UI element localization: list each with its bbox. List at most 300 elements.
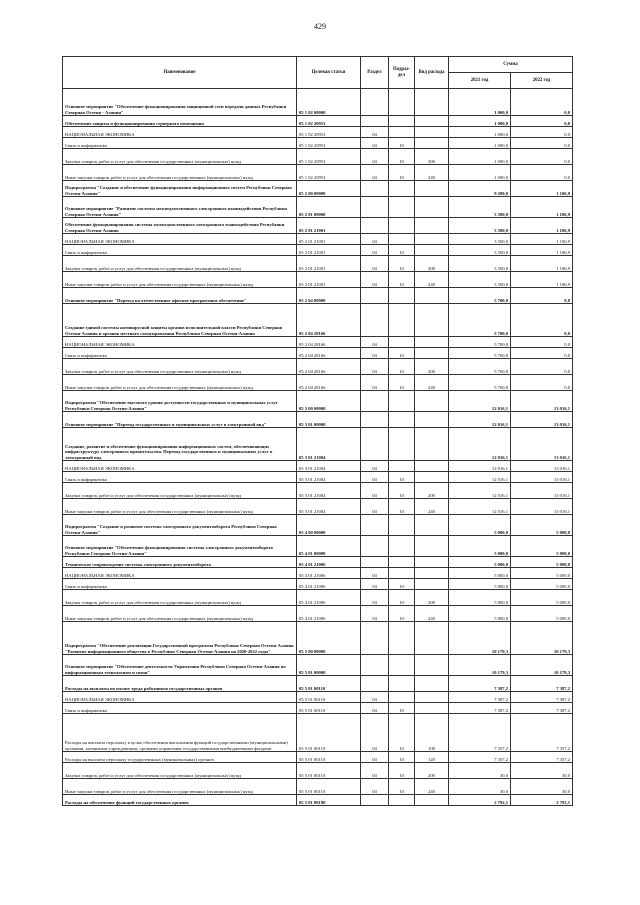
cell-target-code: 05 2 01 21001: [297, 245, 361, 256]
table-row: [63, 256, 573, 272]
cell-name: Обеспечение функционирования системы межведомственного электронного взаимодействия Республики Северная Осетия-Алания: [63, 218, 297, 234]
cell-amount-2022: 5 000,0: [511, 568, 573, 579]
table-row: [63, 165, 573, 181]
cell-name: Основное мероприятие "Обеспечение функционирования системы электронного документооборота Республики Северная Осетия-Алания": [63, 536, 297, 557]
cell-amount-2022: 13 016,1: [511, 499, 573, 515]
cell-amount-2021: 7 357,2: [449, 752, 511, 763]
cell-section: [361, 655, 389, 676]
cell-subsection: 10: [389, 606, 415, 622]
cell-name: Закупка товаров, работ и услуг для обеспечения государственных (муниципальных) нужд: [63, 590, 297, 606]
cell-name: Создание единой системы антивирусной защиты органов исполнительной власти Республики Северная Осетия-Алания и органов местного самоуправления Республики Северная Осетия-Алания: [63, 304, 297, 337]
cell-amount-2022: 1 106,9: [511, 245, 573, 256]
cell-target-code: 05 3 00 00000: [297, 391, 361, 412]
cell-expense-type: [415, 461, 449, 472]
cell-subsection: [389, 557, 415, 568]
cell-amount-2021: 2 792,1: [449, 795, 511, 806]
cell-subsection: [389, 568, 415, 579]
cell-subsection: 10: [389, 499, 415, 515]
cell-name: Связь и информатика: [63, 138, 297, 149]
cell-amount-2022: 13 016,1: [511, 412, 573, 428]
cell-target-code: 05 3 01 21004: [297, 472, 361, 483]
cell-section: [361, 515, 389, 536]
cell-name: Основное мероприятие "Развитие системы межведомственного электронного взаимодействия Республики Северная Осетия-Алания": [63, 197, 297, 218]
cell-section: 04: [361, 127, 389, 138]
cell-target-code: 05 1 02 20953: [297, 138, 361, 149]
cell-subsection: 10: [389, 359, 415, 375]
cell-subsection: [389, 461, 415, 472]
cell-amount-2022: 7 357,2: [511, 714, 573, 752]
cell-section: [361, 304, 389, 337]
cell-name: Подпрограмма "Создание и развитие системы электронного документооборота Республики Северная Осетия-Алания": [63, 515, 297, 536]
cell-target-code: 05 2 01 21001: [297, 256, 361, 272]
cell-target-code: 05 2 04 28166: [297, 359, 361, 375]
cell-amount-2022: 5 000,0: [511, 579, 573, 590]
cell-subsection: [389, 428, 415, 461]
cell-section: 04: [361, 590, 389, 606]
header-subsection: Подраз-дел: [389, 57, 415, 89]
cell-expense-type: [415, 557, 449, 568]
cell-amount-2022: 5 000,0: [511, 536, 573, 557]
table-row: [63, 359, 573, 375]
cell-amount-2022: 7 387,2: [511, 692, 573, 703]
cell-name: НАЦИОНАЛЬНАЯ ЭКОНОМИКА: [63, 568, 297, 579]
cell-target-code: 05 5 01 00110: [297, 676, 361, 692]
cell-subsection: [389, 288, 415, 304]
cell-expense-type: [415, 304, 449, 337]
cell-name: НАЦИОНАЛЬНАЯ ЭКОНОМИКА: [63, 234, 297, 245]
cell-subsection: 10: [389, 579, 415, 590]
table-row: [63, 116, 573, 127]
cell-amount-2021: 7 387,2: [449, 703, 511, 714]
cell-expense-type: 200: [415, 763, 449, 779]
cell-amount-2022: 10 179,3: [511, 622, 573, 655]
cell-expense-type: [415, 536, 449, 557]
cell-amount-2022: 0,0: [511, 89, 573, 116]
cell-name: Расходы на выплаты персоналу в целях обеспечения выполнения функций государственными (муниципальными) органами, казенными учреждениями, органами управления государственными внебюджетными фондами: [63, 714, 297, 752]
cell-amount-2022: 13 016,1: [511, 472, 573, 483]
header-section: Раздел: [361, 57, 389, 89]
cell-subsection: [389, 536, 415, 557]
cell-amount-2022: 10 179,3: [511, 655, 573, 676]
table-row: [63, 391, 573, 412]
cell-name: Иные закупки товаров, работ и услуг для обеспечения государственных (муниципальных) нужд: [63, 499, 297, 515]
cell-section: [361, 197, 389, 218]
cell-expense-type: [415, 234, 449, 245]
cell-target-code: 05 4 01 21006: [297, 579, 361, 590]
cell-name: Связь и информатика: [63, 348, 297, 359]
cell-name: НАЦИОНАЛЬНАЯ ЭКОНОМИКА: [63, 461, 297, 472]
cell-expense-type: 200: [415, 483, 449, 499]
table-row: [63, 590, 573, 606]
cell-section: [361, 795, 389, 806]
cell-amount-2021: 5 700,0: [449, 348, 511, 359]
cell-subsection: 10: [389, 245, 415, 256]
table-row: [63, 428, 573, 461]
cell-amount-2021: 1 000,0: [449, 165, 511, 181]
cell-subsection: [389, 391, 415, 412]
cell-expense-type: [415, 116, 449, 127]
table-row: [63, 557, 573, 568]
cell-amount-2021: 5 000,0: [449, 568, 511, 579]
cell-amount-2021: 5 000,0: [449, 536, 511, 557]
cell-amount-2021: 3 500,0: [449, 234, 511, 245]
table-row: [63, 288, 573, 304]
cell-subsection: [389, 622, 415, 655]
cell-name: Связь и информатика: [63, 703, 297, 714]
cell-subsection: [389, 197, 415, 218]
cell-target-code: 05 1 02 20953: [297, 116, 361, 127]
cell-amount-2021: 12 016,1: [449, 483, 511, 499]
cell-amount-2022: 5 000,0: [511, 590, 573, 606]
cell-section: 04: [361, 499, 389, 515]
table-row: [63, 536, 573, 557]
cell-name: Закупка товаров, работ и услуг для обеспечения государственных (муниципальных) нужд: [63, 256, 297, 272]
cell-amount-2022: 5 000,0: [511, 515, 573, 536]
cell-expense-type: [415, 218, 449, 234]
header-sum: Сумма: [449, 57, 573, 73]
cell-target-code: 05 3 01 21004: [297, 461, 361, 472]
table-row: [63, 692, 573, 703]
table-row: [63, 655, 573, 676]
cell-amount-2022: 1 106,9: [511, 234, 573, 245]
cell-amount-2021: 7 357,2: [449, 714, 511, 752]
cell-subsection: 10: [389, 149, 415, 165]
cell-amount-2021: 7 387,2: [449, 692, 511, 703]
header-name: Наименование: [63, 57, 297, 89]
cell-amount-2022: 30,0: [511, 763, 573, 779]
cell-target-code: 05 2 01 21001: [297, 218, 361, 234]
table-row: [63, 568, 573, 579]
cell-section: 04: [361, 348, 389, 359]
cell-amount-2021: 30,0: [449, 779, 511, 795]
table-row: [63, 515, 573, 536]
table-row: [63, 304, 573, 337]
cell-amount-2022: 13 016,1: [511, 461, 573, 472]
cell-amount-2021: 7 387,2: [449, 676, 511, 692]
cell-section: [361, 218, 389, 234]
cell-target-code: 05 4 01 21006: [297, 557, 361, 568]
cell-name: Закупка товаров, работ и услуг для обеспечения государственных (муниципальных) нужд: [63, 763, 297, 779]
cell-expense-type: [415, 579, 449, 590]
table-row: [63, 714, 573, 752]
cell-section: 04: [361, 606, 389, 622]
cell-amount-2022: 7 387,2: [511, 676, 573, 692]
cell-target-code: 05 2 04 00000: [297, 288, 361, 304]
cell-target-code: 05 2 04 28166: [297, 304, 361, 337]
table-row: [63, 272, 573, 288]
table-row: [63, 181, 573, 197]
cell-amount-2022: 1 106,9: [511, 181, 573, 197]
cell-target-code: 05 2 01 00000: [297, 197, 361, 218]
cell-target-code: 05 5 01 00110: [297, 714, 361, 752]
cell-section: 04: [361, 779, 389, 795]
header-expense-type: Вид расхода: [415, 57, 449, 89]
cell-target-code: 05 5 01 00110: [297, 703, 361, 714]
table-row: [63, 472, 573, 483]
cell-target-code: 05 4 01 21006: [297, 568, 361, 579]
cell-amount-2022: 13 016,1: [511, 428, 573, 461]
cell-name: Связь и информатика: [63, 245, 297, 256]
cell-name: Иные закупки товаров, работ и услуг для обеспечения государственных (муниципальных) нужд: [63, 779, 297, 795]
cell-amount-2021: 5 000,0: [449, 557, 511, 568]
cell-section: 04: [361, 568, 389, 579]
cell-section: 04: [361, 763, 389, 779]
cell-amount-2021: 3 500,0: [449, 256, 511, 272]
cell-amount-2022: 5 000,0: [511, 606, 573, 622]
cell-amount-2022: 0,0: [511, 337, 573, 348]
cell-amount-2022: 30,0: [511, 779, 573, 795]
cell-subsection: 10: [389, 763, 415, 779]
cell-section: 04: [361, 692, 389, 703]
cell-amount-2022: 5 000,0: [511, 557, 573, 568]
cell-expense-type: 200: [415, 149, 449, 165]
cell-amount-2022: 7 357,2: [511, 752, 573, 763]
cell-amount-2021: 3 500,0: [449, 272, 511, 288]
cell-amount-2022: 0,0: [511, 116, 573, 127]
cell-name: Расходы на обеспечение функций государственных органов: [63, 795, 297, 806]
cell-amount-2021: 5 000,0: [449, 606, 511, 622]
table-row: [63, 149, 573, 165]
table-row: [63, 337, 573, 348]
cell-subsection: 10: [389, 590, 415, 606]
cell-expense-type: 240: [415, 499, 449, 515]
cell-section: 04: [361, 714, 389, 752]
cell-expense-type: [415, 472, 449, 483]
table-row: [63, 703, 573, 714]
cell-section: 04: [361, 703, 389, 714]
cell-expense-type: 240: [415, 272, 449, 288]
cell-name: Расходы на выплаты персоналу государственных (муниципальных) органов: [63, 752, 297, 763]
cell-section: 04: [361, 472, 389, 483]
cell-subsection: [389, 655, 415, 676]
cell-name: Обеспечение защиты и функционирования серверного помещения: [63, 116, 297, 127]
cell-expense-type: [415, 692, 449, 703]
cell-section: 04: [361, 138, 389, 149]
page-number: 429: [314, 22, 326, 31]
table-row: [63, 138, 573, 149]
cell-amount-2022: 13 016,1: [511, 483, 573, 499]
cell-expense-type: [415, 245, 449, 256]
budget-table: [62, 56, 573, 806]
cell-section: [361, 557, 389, 568]
cell-name: Связь и информатика: [63, 472, 297, 483]
cell-expense-type: 200: [415, 590, 449, 606]
table-row: [63, 375, 573, 391]
cell-expense-type: [415, 197, 449, 218]
cell-section: [361, 412, 389, 428]
cell-target-code: 05 3 01 21004: [297, 428, 361, 461]
table-row: [63, 763, 573, 779]
cell-amount-2021: 3 500,0: [449, 245, 511, 256]
cell-name: НАЦИОНАЛЬНАЯ ЭКОНОМИКА: [63, 692, 297, 703]
cell-amount-2022: 0,0: [511, 359, 573, 375]
cell-expense-type: 240: [415, 165, 449, 181]
cell-amount-2021: 5 700,0: [449, 288, 511, 304]
cell-name: Расходы на выплаты по оплате труда работников государственных органов: [63, 676, 297, 692]
cell-amount-2021: 10 179,3: [449, 622, 511, 655]
cell-expense-type: [415, 515, 449, 536]
cell-name: Иные закупки товаров, работ и услуг для обеспечения государственных (муниципальных) нужд: [63, 606, 297, 622]
cell-section: 04: [361, 752, 389, 763]
cell-subsection: [389, 412, 415, 428]
cell-section: [361, 622, 389, 655]
cell-target-code: 05 1 02 20953: [297, 165, 361, 181]
cell-section: [361, 536, 389, 557]
cell-amount-2021: 1 000,0: [449, 149, 511, 165]
table-row: [63, 795, 573, 806]
cell-target-code: 05 5 01 00000: [297, 655, 361, 676]
cell-amount-2021: 10 179,3: [449, 655, 511, 676]
cell-target-code: 05 5 01 00190: [297, 795, 361, 806]
cell-subsection: [389, 337, 415, 348]
cell-amount-2022: 2 792,1: [511, 795, 573, 806]
cell-amount-2021: 12 016,1: [449, 412, 511, 428]
table-row: [63, 461, 573, 472]
cell-amount-2022: 13 016,1: [511, 391, 573, 412]
table-header: [63, 57, 573, 89]
cell-target-code: 05 2 04 28166: [297, 337, 361, 348]
cell-expense-type: 200: [415, 256, 449, 272]
cell-target-code: 05 4 01 21006: [297, 590, 361, 606]
cell-name: НАЦИОНАЛЬНАЯ ЭКОНОМИКА: [63, 127, 297, 138]
cell-section: 04: [361, 234, 389, 245]
cell-amount-2022: 1 106,9: [511, 272, 573, 288]
cell-amount-2022: 1 106,9: [511, 256, 573, 272]
cell-name: Закупка товаров, работ и услуг для обеспечения государственных (муниципальных) нужд: [63, 359, 297, 375]
cell-name: Закупка товаров, работ и услуг для обеспечения государственных (муниципальных) нужд: [63, 483, 297, 499]
cell-target-code: 05 1 02 00000: [297, 89, 361, 116]
cell-section: [361, 391, 389, 412]
cell-target-code: 05 5 01 00110: [297, 692, 361, 703]
cell-expense-type: [415, 181, 449, 197]
table-row: [63, 483, 573, 499]
table-row: [63, 197, 573, 218]
cell-name: Связь и информатика: [63, 579, 297, 590]
cell-expense-type: [415, 348, 449, 359]
cell-subsection: 10: [389, 752, 415, 763]
cell-subsection: [389, 127, 415, 138]
cell-amount-2021: 5 700,0: [449, 304, 511, 337]
cell-name: Основное мероприятие "Перевод государственных и муниципальных услуг в электронный вид": [63, 412, 297, 428]
cell-amount-2021: 9 200,0: [449, 181, 511, 197]
cell-amount-2021: 5 000,0: [449, 579, 511, 590]
cell-subsection: 10: [389, 348, 415, 359]
cell-amount-2021: 3 500,0: [449, 197, 511, 218]
table-row: [63, 606, 573, 622]
cell-target-code: 05 4 01 21006: [297, 606, 361, 622]
cell-name: Основное мероприятие "Переход на отечественное офисное программное обеспечение": [63, 288, 297, 304]
header-year-2021: 2021 год: [449, 73, 511, 89]
table-row: [63, 579, 573, 590]
cell-subsection: [389, 692, 415, 703]
cell-expense-type: [415, 127, 449, 138]
cell-expense-type: [415, 428, 449, 461]
cell-amount-2022: 7 387,2: [511, 703, 573, 714]
cell-expense-type: [415, 391, 449, 412]
cell-amount-2021: 1 000,0: [449, 127, 511, 138]
table-row: [63, 499, 573, 515]
cell-name: Иные закупки товаров, работ и услуг для обеспечения государственных (муниципальных) нужд: [63, 272, 297, 288]
cell-amount-2021: 12 016,1: [449, 499, 511, 515]
cell-section: [361, 676, 389, 692]
cell-amount-2021: 12 016,1: [449, 472, 511, 483]
cell-target-code: 05 4 01 00000: [297, 536, 361, 557]
cell-subsection: [389, 116, 415, 127]
cell-subsection: [389, 795, 415, 806]
cell-amount-2021: 30,0: [449, 763, 511, 779]
cell-expense-type: 200: [415, 359, 449, 375]
cell-expense-type: [415, 655, 449, 676]
cell-target-code: 05 1 02 20953: [297, 127, 361, 138]
cell-name: Подпрограмма "Создание и обеспечение функционирования информационных систем Республики Северная Осетия-Алания": [63, 181, 297, 197]
cell-target-code: 05 3 01 00000: [297, 412, 361, 428]
cell-section: 04: [361, 272, 389, 288]
table-row: [63, 752, 573, 763]
cell-expense-type: 100: [415, 714, 449, 752]
cell-subsection: [389, 181, 415, 197]
cell-expense-type: [415, 412, 449, 428]
cell-target-code: 05 5 00 00000: [297, 622, 361, 655]
cell-amount-2021: 1 000,0: [449, 138, 511, 149]
cell-subsection: 10: [389, 472, 415, 483]
cell-section: 04: [361, 256, 389, 272]
cell-section: [361, 181, 389, 197]
cell-amount-2021: 5 700,0: [449, 337, 511, 348]
cell-subsection: [389, 218, 415, 234]
cell-name: Создание, развитие и обеспечение функционирования информационных систем, обеспечивающих инфраструктуру электронного правительства. Перевод государственных и муниципальных услуг в электронный вид: [63, 428, 297, 461]
table-row: [63, 234, 573, 245]
cell-amount-2022: 0,0: [511, 288, 573, 304]
cell-section: 04: [361, 461, 389, 472]
table-row: [63, 412, 573, 428]
cell-section: 04: [361, 483, 389, 499]
cell-target-code: 05 2 00 00000: [297, 181, 361, 197]
cell-subsection: 10: [389, 272, 415, 288]
cell-section: 04: [361, 579, 389, 590]
cell-amount-2021: 5 000,0: [449, 590, 511, 606]
cell-section: [361, 428, 389, 461]
header-target: Целевая статья: [297, 57, 361, 89]
cell-name: Подпрограмма "Обеспечение реализации Государственной программы Республики Северная Осетия-Алания "Развитие информационного общества в Республике Северная Осетия-Алания на 2020-2022 годы": [63, 622, 297, 655]
cell-amount-2022: 1 106,9: [511, 218, 573, 234]
cell-subsection: 10: [389, 256, 415, 272]
cell-amount-2021: 12 016,1: [449, 391, 511, 412]
table-row: [63, 348, 573, 359]
cell-expense-type: 240: [415, 606, 449, 622]
cell-expense-type: [415, 795, 449, 806]
cell-target-code: 05 5 01 00110: [297, 752, 361, 763]
cell-section: 04: [361, 375, 389, 391]
cell-target-code: 05 2 04 28166: [297, 348, 361, 359]
cell-amount-2021: 1 000,0: [449, 116, 511, 127]
cell-target-code: 05 2 01 21001: [297, 272, 361, 288]
cell-section: 04: [361, 165, 389, 181]
cell-subsection: 10: [389, 703, 415, 714]
cell-target-code: 05 2 04 28166: [297, 375, 361, 391]
cell-amount-2021: 5 700,0: [449, 359, 511, 375]
cell-target-code: 05 3 01 21004: [297, 483, 361, 499]
cell-target-code: 05 5 01 00110: [297, 763, 361, 779]
cell-expense-type: [415, 337, 449, 348]
table-row: [63, 245, 573, 256]
cell-name: Основное мероприятие "Обеспечение функционирования защищенной сети передачи данных Республики Северная Осетия - Алания": [63, 89, 297, 116]
cell-amount-2021: 5 000,0: [449, 515, 511, 536]
cell-name: Иные закупки товаров, работ и услуг для обеспечения государственных (муниципальных) нужд: [63, 165, 297, 181]
cell-subsection: [389, 304, 415, 337]
cell-target-code: 05 3 01 21004: [297, 499, 361, 515]
cell-subsection: [389, 676, 415, 692]
cell-subsection: 10: [389, 138, 415, 149]
